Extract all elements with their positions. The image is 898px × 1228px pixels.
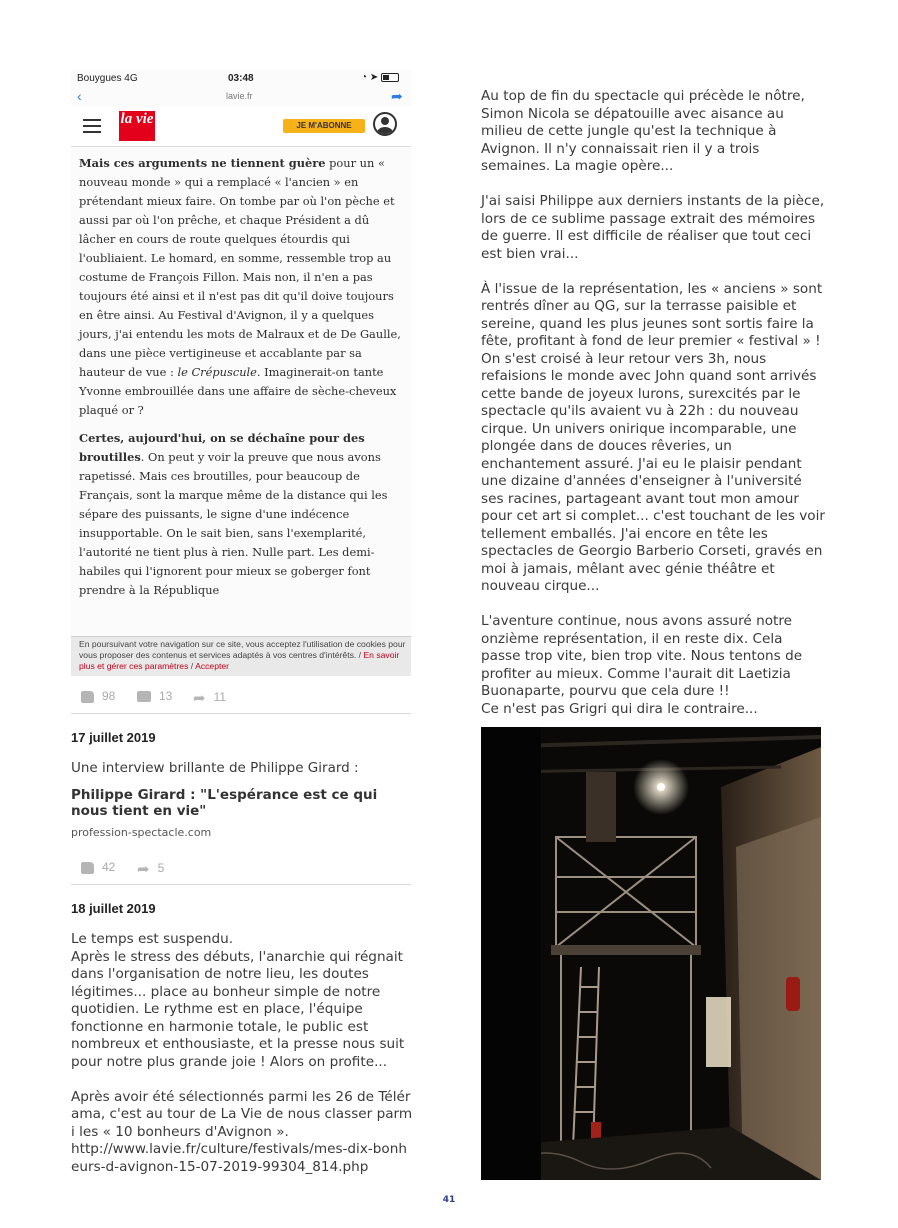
right-column-text	[481, 88, 826, 718]
right-paragraph-2: J'ai saisi Philippe aux derniers instants de la pièce, lors de ce sublime passage extrait des mémoires de guerre. Il est difficile de réaliser que tout ceci est bien vrai...	[481, 193, 825, 262]
cookie-banner: En poursuivant votre navigation sur ce site, vous acceptez l'utilisation de cookies pour vous proposer des contenus et services adaptés à vos centres d'intérêts. / En savoir plus et gérer ces paramètres / Accepter	[71, 636, 411, 676]
link-preview-title[interactable]: Philippe Girard : "L'espérance est ce qui nous tient en vie"	[71, 787, 378, 819]
cookie-accept-link[interactable]: Accepter	[195, 661, 230, 671]
like-reaction[interactable]: 42	[81, 860, 115, 874]
carrier-label: Bouygues 4G	[77, 73, 138, 84]
page-number: 41	[442, 1195, 456, 1205]
thumbs-up-icon	[81, 862, 94, 874]
share-arrow-icon: ➦	[137, 861, 150, 878]
entry-paragraph: Après avoir été sélectionnés parmi les 26 de Télérama, c'est au tour de La Vie de nous classer parmi les « 10 bonheurs d'Avignon ». http://www.lavie.fr/culture/festivals/mes-dix-bonheurs-d-avignon-15-07-2019-99304_814.php	[71, 1088, 413, 1175]
backstage-photo	[481, 727, 821, 1180]
browser-url-bar	[71, 88, 411, 106]
subscribe-button[interactable]: JE M'ABONNE	[283, 119, 365, 133]
article-body	[79, 154, 405, 609]
share-reaction[interactable]: ➦ 11	[193, 690, 227, 707]
entry-paragraph: Le temps est suspendu. Après le stress des débuts, l'anarchie qui régnait dans l'organisation de notre lieu, les doutes légitimes... place au bonheur simple de notre quotidien. Le rythme est en place, l'équipe fonctionne en harmonie totale, le public est nombreux et enthousiaste, et la presse nous suit pour notre plus grande joie ! Alors on profite...	[71, 931, 405, 1070]
entry-lead: Une interview brillante de Philippe Girard :	[71, 760, 359, 776]
menu-icon[interactable]	[83, 119, 101, 133]
comment-reaction[interactable]: 13	[137, 689, 172, 703]
share-reaction[interactable]: ➦ 5	[137, 861, 165, 878]
comment-icon	[137, 691, 151, 702]
url-text[interactable]: lavie.fr	[226, 91, 253, 101]
cookie-settings-link[interactable]: En savoir plus et gérer ces paramètres	[79, 650, 400, 671]
right-paragraph-4: L'aventure continue, nous avons assuré notre onzième représentation, il en reste dix. Cela passe trop vite, bien trop vite. Nous tentons de profiter au mieux. Comme l'aurait dit Laetizia Buonaparte, pourvu que cela dure !! Ce n'est pas Grigri qui dira le contraire...	[481, 613, 803, 717]
user-account-icon[interactable]	[373, 112, 397, 136]
share-icon[interactable]: ➦	[391, 88, 403, 104]
entry-body	[71, 931, 413, 1176]
back-icon[interactable]: ‹	[77, 88, 82, 104]
battery-icon	[381, 73, 399, 82]
divider	[71, 884, 411, 885]
backstage-photo-drawing	[481, 727, 821, 1180]
like-reaction[interactable]: 98	[81, 689, 115, 703]
article-paragraph-1: Mais ces arguments ne tiennent guère pour un « nouveau monde » qui a remplacé « l'ancien » en prétendant mieux faire. On tombe par où l'on pèche et aussi par où l'on prêche, et chaque Président a dû lâcher en cours de route quelques étourdis qui l'oubliaient. Le homard, en somme, ressemble trop au costume de François Fillon. Mais non, il n'en a pas toujours été ainsi et il n'est pas dit qu'il doive toujours en être ainsi. Au Festival d'Avignon, il y a quelques jours, j'ai entendu les mots de Malraux et de De Gaulle, dans une pièce vertigineuse et accablante par sa hauteur de vue : le Crépuscule. Imaginerait-on tante Yvonne embrouillée dans une affaire de sèche-cheveux plaqué or ?	[79, 156, 401, 417]
article-paragraph-2: Certes, aujourd'hui, on se déchaîne pour des broutilles. On peut y voir la preuve que nous avons rapetissé. Mais ces broutilles, pour beaucoup de Français, sont la marque même de la distance qui les sépare des puissants, le signe d'une indécence insupportable. On le sait bien, sans l'exemplarité, l'autorité ne tient plus à rien. Nulle part. Les demi-habiles qui l'ignorent pour mieux se goberger font prendre à la République	[79, 431, 388, 597]
link-preview-source[interactable]: profession-spectacle.com	[71, 826, 212, 839]
share-arrow-icon: ➦	[193, 690, 206, 707]
right-paragraph-3: À l'issue de la représentation, les « anciens » sont rentrés dîner au QG, sur la terrasse paisible et sereine, quand les plus jeunes sont sortis faire la fête, profitant à fond de leur premier « festival » ! On s'est croisé à leur retour vers 3h, nous refaisions le monde avec John quand sont arrivés cette bande de joyeux lurons, surexcités par le spectacle qu'ils avaient vu à 22h : du nouveau cirque. Un univers onirique incomparable, une plongée dans de douces rêveries, un enchantement assuré. J'ai eu le plaisir pendant une dizaine d'années d'enseigner à l'université ses racines, partageant avant tout mon amour pour cet art si complet... c'est touchant de les voir tellement emballés. J'ai encore en tête les spectacles de Georgio Barberio Corseti, gravés en moi à jamais, mêlant avec génie théâtre et nouveau cirque...	[481, 280, 825, 594]
divider	[71, 713, 411, 714]
status-icons: ◔ ➤	[361, 72, 399, 83]
right-paragraph-1: Au top de fin du spectacle qui précède le nôtre, Simon Nicola se dépatouille avec aisance au milieu de cette jungle qu'est la technique à Avignon. Il n'y connaissait rien il y a trois semaines. La magie opère...	[481, 88, 805, 174]
la-vie-logo[interactable]: la vie	[119, 111, 155, 141]
clock: 03:48	[228, 73, 254, 84]
phone-screenshot	[71, 70, 411, 676]
phone-status-bar	[71, 70, 411, 88]
thumbs-up-icon	[81, 691, 94, 703]
site-header	[71, 106, 411, 147]
entry-date: 18 juillet 2019	[71, 901, 156, 916]
entry-date: 17 juillet 2019	[71, 730, 156, 745]
